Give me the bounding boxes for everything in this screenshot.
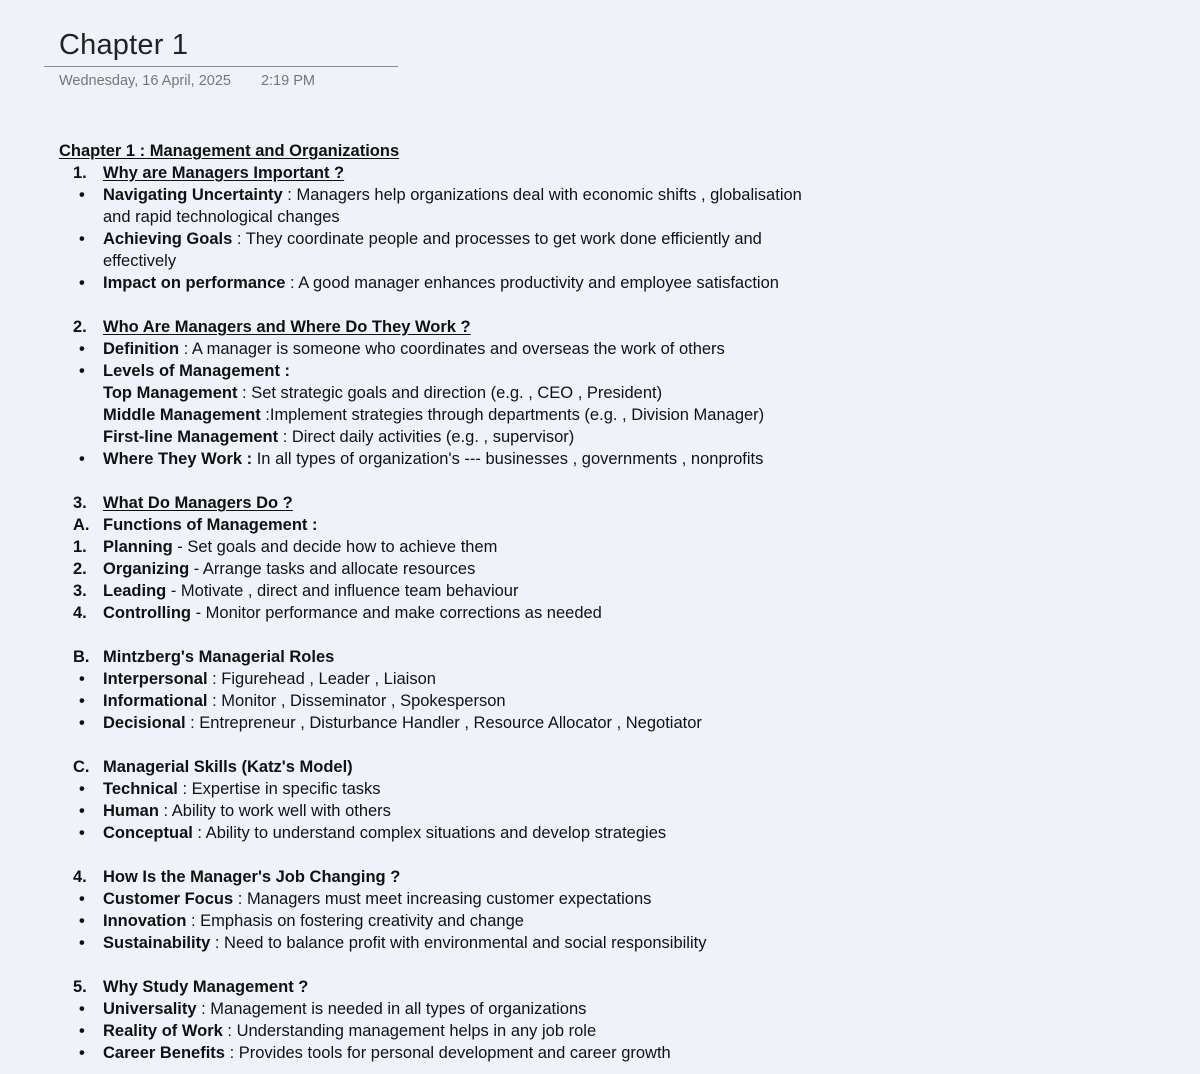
bullet: • xyxy=(79,1000,85,1018)
subsection-title: Managerial Skills (Katz's Model) xyxy=(103,758,353,776)
item-term: Technical xyxy=(103,780,178,798)
subsection-letter: B. xyxy=(73,648,90,666)
item-text: : Understanding management helps in any job role xyxy=(222,1022,597,1040)
list-item xyxy=(59,822,1169,844)
list-item xyxy=(59,1042,1169,1064)
section-number: 5. xyxy=(73,978,87,996)
bullet: • xyxy=(79,890,85,908)
item-term: Interpersonal xyxy=(103,670,208,688)
list-item xyxy=(59,1020,1169,1042)
numbered-item xyxy=(59,602,1169,624)
list-item xyxy=(59,998,1169,1020)
item-text: - Arrange tasks and allocate resources xyxy=(189,560,476,578)
item-text: : They coordinate people and processes to get work done efficiently and xyxy=(232,230,762,248)
item-term: Innovation xyxy=(103,912,187,930)
bullet: • xyxy=(79,692,85,710)
bullet: • xyxy=(79,1022,85,1040)
list-item xyxy=(59,712,1169,734)
item-text: : Figurehead , Leader , Liaison xyxy=(207,670,436,688)
item-term: Career Benefits xyxy=(103,1044,225,1062)
item-term: Impact on performance xyxy=(103,274,286,292)
subsection-letter: A. xyxy=(73,516,90,534)
bullet: • xyxy=(79,780,85,798)
section-title: Why Study Management ? xyxy=(103,978,309,996)
item-term: Top Management xyxy=(103,384,238,402)
item-text: :Implement strategies through departments (e.g. , Division Manager) xyxy=(260,406,765,424)
item-number: 2. xyxy=(73,560,87,578)
item-term: Where They Work : xyxy=(103,450,253,468)
page-header xyxy=(44,24,398,91)
subsection-title: Functions of Management : xyxy=(103,516,318,534)
list-item-continuation xyxy=(59,250,1169,272)
list-item xyxy=(59,272,1169,294)
item-text: : Expertise in specific tasks xyxy=(177,780,381,798)
bullet: • xyxy=(79,714,85,732)
section-number: 2. xyxy=(73,318,87,336)
item-text: : Ability to work well with others xyxy=(158,802,391,820)
section-title: How Is the Manager's Job Changing ? xyxy=(103,868,401,886)
subsection-heading xyxy=(59,514,1169,536)
page-meta xyxy=(44,71,398,91)
bullet: • xyxy=(79,450,85,468)
item-text: : Management is needed in all types of organizations xyxy=(196,1000,587,1018)
item-text: : Managers help organizations deal with economic shifts , globalisation xyxy=(282,186,802,204)
item-text: effectively xyxy=(103,252,177,270)
item-text: and rapid technological changes xyxy=(103,208,340,226)
bullet: • xyxy=(79,340,85,358)
item-term: Planning xyxy=(103,538,173,556)
item-term: Conceptual xyxy=(103,824,193,842)
list-item xyxy=(59,338,1169,360)
section-5-heading xyxy=(59,976,1169,998)
item-term: Middle Management xyxy=(103,406,261,424)
list-item-continuation xyxy=(59,382,1169,404)
list-item xyxy=(59,690,1169,712)
item-text: - Motivate , direct and influence team behaviour xyxy=(166,582,519,600)
list-item xyxy=(59,800,1169,822)
item-term: Leading xyxy=(103,582,167,600)
item-term: Levels of Management : xyxy=(103,362,291,380)
spacer xyxy=(59,624,1169,646)
bullet: • xyxy=(79,670,85,688)
subsection-heading xyxy=(59,756,1169,778)
bullet: • xyxy=(79,824,85,842)
item-term: Universality xyxy=(103,1000,197,1018)
section-number: 3. xyxy=(73,494,87,512)
item-text: : Provides tools for personal development and career growth xyxy=(224,1044,671,1062)
bullet: • xyxy=(79,362,85,380)
bullet: • xyxy=(79,934,85,952)
list-item xyxy=(59,668,1169,690)
page-title[interactable]: Chapter 1 xyxy=(44,24,398,67)
section-3-heading xyxy=(59,492,1169,514)
item-text: : Ability to understand complex situations and develop strategies xyxy=(192,824,667,842)
note-heading-row xyxy=(59,140,1169,162)
item-term: Organizing xyxy=(103,560,190,578)
item-term: Reality of Work xyxy=(103,1022,223,1040)
item-term: Informational xyxy=(103,692,208,710)
spacer xyxy=(59,844,1169,866)
section-2-heading xyxy=(59,316,1169,338)
spacer xyxy=(59,734,1169,756)
item-term: Human xyxy=(103,802,159,820)
item-text: : Entrepreneur , Disturbance Handler , Resource Allocator , Negotiator xyxy=(185,714,702,732)
item-term: Customer Focus xyxy=(103,890,234,908)
item-text: : Monitor , Disseminator , Spokesperson xyxy=(207,692,506,710)
page-time: 2:19 PM xyxy=(260,73,315,89)
item-number: 1. xyxy=(73,538,87,556)
section-title: What Do Managers Do ? xyxy=(103,494,293,512)
list-item-continuation xyxy=(59,426,1169,448)
spacer xyxy=(59,954,1169,976)
item-number: 4. xyxy=(73,604,87,622)
item-term: Definition xyxy=(103,340,180,358)
list-item xyxy=(59,360,1169,382)
bullet: • xyxy=(79,230,85,248)
note-heading: Chapter 1 : Management and Organizations xyxy=(59,142,400,160)
item-text: - Set goals and decide how to achieve them xyxy=(172,538,498,556)
numbered-item xyxy=(59,558,1169,580)
numbered-item xyxy=(59,580,1169,602)
item-text: : Set strategic goals and direction (e.g. , CEO , President) xyxy=(237,384,663,402)
item-text: : A good manager enhances productivity and employee satisfaction xyxy=(285,274,779,292)
item-text: : Need to balance profit with environmental and social responsibility xyxy=(210,934,707,952)
bullet: • xyxy=(79,186,85,204)
section-number: 4. xyxy=(73,868,87,886)
section-1-heading xyxy=(59,162,1169,184)
page-date: Wednesday, 16 April, 2025 xyxy=(59,73,231,89)
item-text: - Monitor performance and make corrections as needed xyxy=(190,604,602,622)
subsection-heading xyxy=(59,646,1169,668)
subsection-title: Mintzberg's Managerial Roles xyxy=(103,648,335,666)
numbered-item xyxy=(59,536,1169,558)
item-term: Controlling xyxy=(103,604,191,622)
list-item xyxy=(59,888,1169,910)
list-item xyxy=(59,778,1169,800)
subsection-letter: C. xyxy=(73,758,90,776)
section-title: Why are Managers Important ? xyxy=(103,164,345,182)
section-title: Who Are Managers and Where Do They Work ? xyxy=(103,318,471,336)
list-item xyxy=(59,932,1169,954)
list-item xyxy=(59,448,1169,470)
item-text: : Emphasis on fostering creativity and change xyxy=(186,912,524,930)
spacer xyxy=(59,294,1169,316)
bullet: • xyxy=(79,912,85,930)
item-term: Navigating Uncertainty xyxy=(103,186,283,204)
section-number: 1. xyxy=(73,164,87,182)
spacer xyxy=(59,470,1169,492)
item-term: Sustainability xyxy=(103,934,211,952)
section-4-heading xyxy=(59,866,1169,888)
bullet: • xyxy=(79,274,85,292)
list-item xyxy=(59,184,1169,206)
item-text: In all types of organization's --- businesses , governments , nonprofits xyxy=(252,450,764,468)
item-term: First-line Management xyxy=(103,428,279,446)
item-term: Decisional xyxy=(103,714,186,732)
bullet: • xyxy=(79,802,85,820)
bullet: • xyxy=(79,1044,85,1062)
note-body[interactable] xyxy=(59,140,1169,1064)
list-item-continuation xyxy=(59,404,1169,426)
list-item-continuation xyxy=(59,206,1169,228)
item-term: Achieving Goals xyxy=(103,230,233,248)
list-item xyxy=(59,910,1169,932)
item-text: : Managers must meet increasing customer expectations xyxy=(233,890,652,908)
item-text: : A manager is someone who coordinates and overseas the work of others xyxy=(179,340,725,358)
item-text: : Direct daily activities (e.g. , supervisor) xyxy=(278,428,575,446)
list-item xyxy=(59,228,1169,250)
item-number: 3. xyxy=(73,582,87,600)
